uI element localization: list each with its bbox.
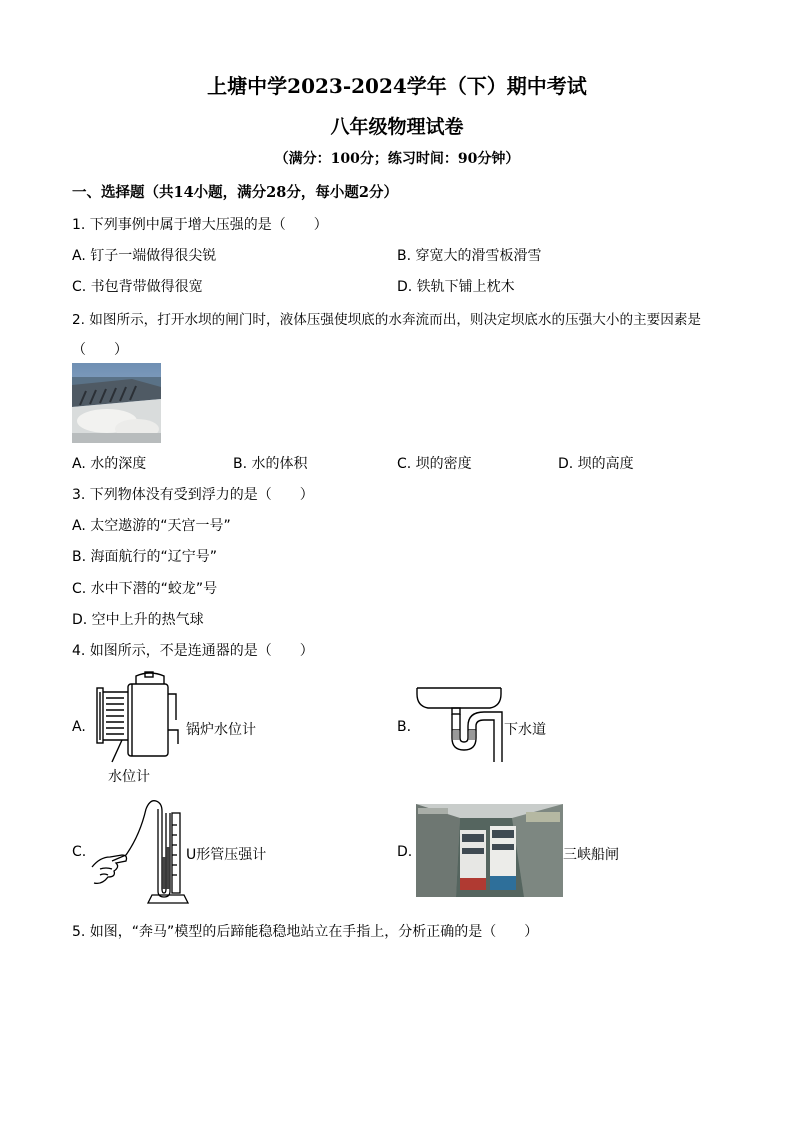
q1-option-c: C. 书包背带做得很宽 xyxy=(72,279,203,295)
dam-photo xyxy=(72,363,161,443)
q3-option-b: B. 海面航行的“辽宁号” xyxy=(72,549,218,565)
q4-b-label: 下水道 xyxy=(504,722,546,738)
sink-drain-figure xyxy=(414,684,506,764)
q3-option-c: C. 水中下潜的“蛟龙”号 xyxy=(72,581,218,597)
question-1-stem: 1. 下列事例中属于增大压强的是（ ） xyxy=(72,217,328,233)
q1-option-b: B. 穿宽大的滑雪板滑雪 xyxy=(397,248,542,264)
question-3-stem: 3. 下列物体没有受到浮力的是（ ） xyxy=(72,487,314,503)
q4-option-b: B. xyxy=(397,719,412,735)
q2-option-c: C. 坝的密度 xyxy=(397,456,472,472)
q4-d-label: 三峡船闸 xyxy=(563,847,619,863)
ship-lock-photo xyxy=(416,804,563,897)
section-title: 一、选择题（共14小题，满分28分，每小题2分） xyxy=(72,184,398,201)
q4-option-c: C. xyxy=(72,844,87,860)
boiler-gauge-figure xyxy=(92,670,192,770)
q1-option-d: D. 铁轨下铺上枕木 xyxy=(397,279,515,295)
q2-option-a: A. 水的深度 xyxy=(72,456,147,472)
exam-title: 上塘中学2023-2024学年（下）期中考试 xyxy=(207,74,587,98)
question-2-stem: 2. 如图所示，打开水坝的闸门时，液体压强使坝底的水奔流而出，则决定坝底水的压强大小的主要因素是 xyxy=(72,312,702,328)
exam-subtitle: 八年级物理试卷 xyxy=(330,116,464,138)
q4-option-a: A. xyxy=(72,719,86,735)
question-5-stem: 5. 如图，“奔马”模型的后蹄能稳稳地站立在手指上，分析正确的是（ ） xyxy=(72,924,539,940)
q3-option-a: A. 太空遨游的“天宫一号” xyxy=(72,518,231,534)
u-tube-manometer-figure xyxy=(90,795,190,905)
exam-meta: （满分：100分；练习时间：90分钟） xyxy=(274,151,520,167)
question-2-stem-cont: （ ） xyxy=(72,342,128,358)
q4-a-label2: 水位计 xyxy=(108,769,150,785)
q4-a-label: 锅炉水位计 xyxy=(186,722,256,738)
q1-option-a: A. 钉子一端做得很尖锐 xyxy=(72,248,217,264)
q3-option-d: D. 空中上升的热气球 xyxy=(72,612,204,628)
question-4-stem: 4. 如图所示，不是连通器的是（ ） xyxy=(72,643,314,659)
q4-c-label: U形管压强计 xyxy=(186,847,267,863)
q2-option-d: D. 坝的高度 xyxy=(558,456,634,472)
q2-option-b: B. 水的体积 xyxy=(233,456,308,472)
q4-option-d: D. xyxy=(397,844,413,860)
